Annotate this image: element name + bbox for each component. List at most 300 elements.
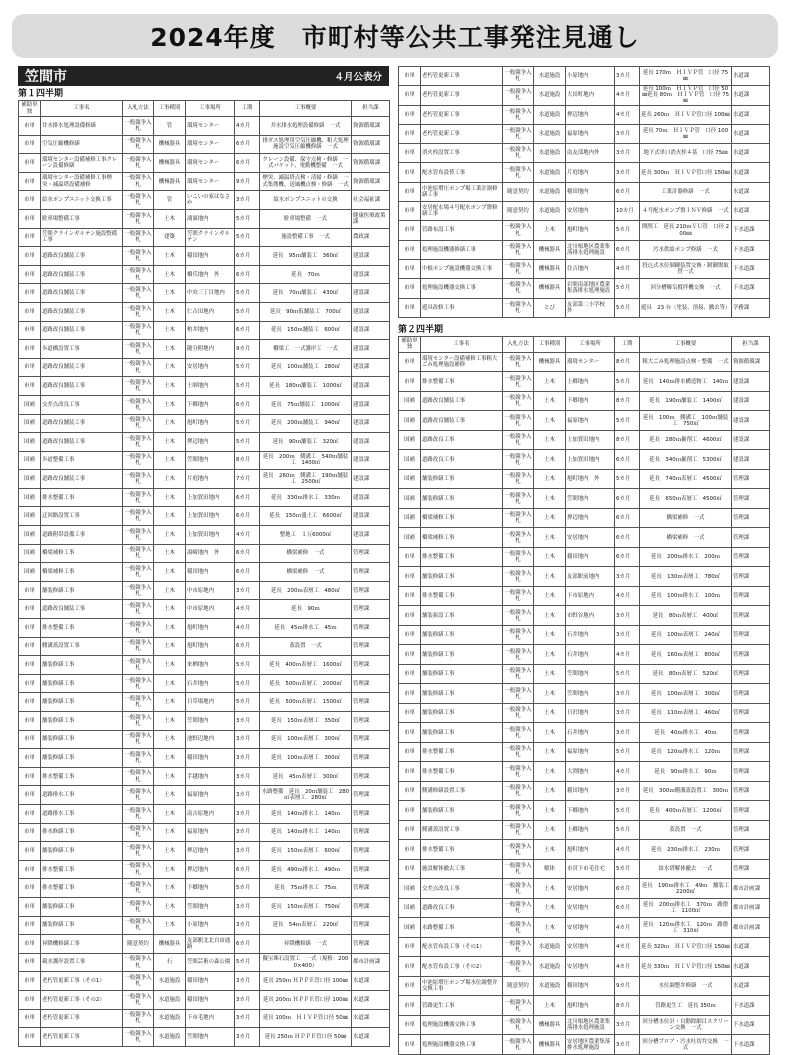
cell-bid-method: 一般競争入札	[123, 916, 154, 935]
cell-summary: 汚水供給ポンプ修繕 一式	[640, 240, 732, 259]
table-row	[19, 972, 390, 991]
cell-location: 環境センター	[186, 172, 235, 191]
cell-location: 湯崎地内 外	[186, 544, 235, 563]
cell-department: 管理課	[352, 860, 390, 879]
cell-summary: 延長 100ｍ表層工 240㎡	[640, 625, 732, 645]
cell-work-category: 管	[154, 191, 186, 210]
cell-type: 市単	[399, 298, 421, 317]
cell-location: 小原地内	[566, 67, 615, 86]
cell-summary: 延長 250ｍ ＨＰＰＥ管口径 50㎜	[260, 1028, 352, 1047]
cell-type: 市単	[399, 67, 421, 86]
cell-department: 建設課	[732, 450, 770, 470]
cell-bid-method: 一般競争入札	[123, 1009, 154, 1028]
table-row	[399, 469, 770, 489]
cell-work-category: 土木	[534, 840, 566, 860]
cell-period: 8カ月	[615, 391, 640, 411]
cell-location: 旭町地内	[566, 840, 615, 860]
table-row	[19, 935, 390, 954]
cell-bid-method: 一般競争入札	[503, 625, 534, 645]
cell-period: 3カ月	[615, 625, 640, 645]
cell-location: 稲田地内	[186, 972, 235, 991]
cell-bid-method: 一般競争入札	[123, 358, 154, 377]
cell-location: 環境センター	[186, 154, 235, 173]
quarter-label-1: 第１四半期	[18, 89, 64, 99]
cell-bid-method: 一般競争入札	[123, 749, 154, 768]
cell-department: 管理課	[732, 508, 770, 528]
cell-period: 3カ月	[615, 703, 640, 723]
announcement-note: ４月公表分	[334, 72, 382, 83]
cell-summary: 延長 150ｍ表層工 350㎡	[260, 712, 352, 731]
page-title: 2024年度 市町村等公共工事発注見通し	[12, 14, 778, 58]
table-row	[399, 859, 770, 879]
cell-type: 国補	[19, 526, 41, 545]
cell-work-name: 環境センター設備補修工事煙突・減温塔設備補修	[41, 172, 123, 191]
cell-bid-method: 一般競争入札	[503, 279, 534, 298]
cell-department: 水道課	[732, 976, 770, 996]
cell-bid-method: 一般競争入札	[503, 606, 534, 626]
cell-bid-method: 一般競争入札	[503, 937, 534, 957]
cell-bid-method: 一般競争入札	[123, 414, 154, 433]
cell-bid-method: 一般競争入札	[503, 723, 534, 743]
cell-type: 市単	[19, 302, 41, 321]
cell-bid-method: 一般競争入札	[503, 645, 534, 665]
cell-summary: 駐車場整備 一式	[260, 209, 352, 228]
cell-location: 南吉原地内	[186, 804, 235, 823]
cell-work-category: 土木	[154, 488, 186, 507]
cell-period: 6カ月	[235, 637, 260, 656]
quarter-label-2: 第２四半期	[398, 324, 444, 335]
cell-bid-method: 一般競争入札	[503, 684, 534, 704]
cell-work-name: 舗装修繕工事	[41, 730, 123, 749]
cell-summary: 延長 300ｍ側溝蓋設置工 300ｍ	[640, 781, 732, 801]
table-row	[19, 544, 390, 563]
header-bid-method: 入札方法	[123, 101, 154, 117]
cell-department: 管理課	[732, 606, 770, 626]
cell-period: 6カ月	[235, 247, 260, 266]
cell-type: 市単	[399, 781, 421, 801]
cell-location: 福原地内	[566, 742, 615, 762]
cell-period: 3カ月	[235, 749, 260, 768]
cell-bid-method: 一般競争入札	[503, 144, 534, 163]
cell-location: 下市毛地内	[186, 1009, 235, 1028]
cell-summary: 延長 340ｍ掘削工 5300㎡	[640, 450, 732, 470]
cell-bid-method: 一般競争入札	[503, 664, 534, 684]
cell-period: 6カ月	[615, 450, 640, 470]
cell-period: 4カ月	[235, 619, 260, 638]
cell-period: 6カ月	[235, 860, 260, 879]
cell-department: 水道課	[352, 972, 390, 991]
cell-summary: 延長 500ｍ表層工 2000㎡	[260, 674, 352, 693]
cell-type: 市単	[399, 105, 421, 124]
cell-period: 5カ月	[235, 358, 260, 377]
table-row	[399, 1035, 770, 1055]
header-period: 工期	[235, 101, 260, 117]
cell-work-name: 舗装修繕工事	[421, 703, 503, 723]
cell-work-category: 水道施設	[534, 144, 566, 163]
cell-type: 市単	[399, 586, 421, 606]
cell-type: 市単	[399, 996, 421, 1016]
cell-work-name: 舗装修繕工事	[421, 625, 503, 645]
cell-bid-method: 一般競争入札	[503, 259, 534, 278]
cell-location: 日沢地内	[566, 703, 615, 723]
cell-work-name: 中根ポンプ施設機器交換工事	[421, 259, 503, 278]
cell-location: 安居地内	[566, 898, 615, 918]
cell-type: 市単	[19, 284, 41, 303]
cell-location: 押辺地内	[186, 433, 235, 452]
table-row	[19, 767, 390, 786]
cell-type: 市単	[19, 712, 41, 731]
cell-work-category: 土木	[154, 358, 186, 377]
cell-location: 安居地内	[566, 957, 615, 977]
cell-department: 建設課	[352, 377, 390, 396]
cell-type: 市単	[399, 820, 421, 840]
cell-location: 市野谷地内	[566, 606, 615, 626]
cell-location: 北川根地区農業集落排水処理施設	[566, 1015, 615, 1035]
cell-location: 笠間地内	[566, 684, 615, 704]
cell-work-category: 水道施設	[154, 1028, 186, 1047]
cell-department: 建設課	[352, 395, 390, 414]
cell-summary: 井水排水処理設備修繕 一式	[260, 117, 352, 136]
cell-type: 市単	[19, 172, 41, 191]
table-row	[19, 191, 390, 210]
cell-work-name: 排水整備工事	[41, 767, 123, 786]
cell-summary: 延長 54ｍ表層工 220㎡	[260, 916, 352, 935]
cell-period: 5カ月	[615, 664, 640, 684]
cell-location: 旭町地内	[566, 996, 615, 1016]
table-row	[19, 284, 390, 303]
table-row	[19, 563, 390, 582]
table-row	[399, 547, 770, 567]
header-summary: 工事概要	[260, 101, 352, 117]
cell-summary: 延長 160ｍ表層工 800㎡	[640, 645, 732, 665]
cell-type: 市単	[19, 842, 41, 861]
cell-work-name: 交差点改良工事	[41, 395, 123, 414]
cell-location: 笠間地内	[566, 664, 615, 684]
cell-bid-method: 一般競争入札	[503, 820, 534, 840]
cell-work-name: 交差点改良工事	[421, 879, 503, 899]
cell-type: 市単	[19, 1009, 41, 1028]
table-row	[399, 937, 770, 957]
cell-work-category: 土木	[534, 528, 566, 548]
cell-type: 国補	[19, 470, 41, 489]
cell-work-category: 土木	[154, 209, 186, 228]
cell-location: 中市原地内	[186, 600, 235, 619]
header-location: 工事場所	[566, 336, 615, 352]
cell-bid-method: 一般競争入札	[503, 801, 534, 821]
table-row	[19, 395, 390, 414]
cell-department: 下水道課	[732, 1015, 770, 1035]
cell-location: 下郷地内	[186, 395, 235, 414]
cell-period: 4カ月	[235, 526, 260, 545]
cell-work-name: 橋梁補修工事	[41, 563, 123, 582]
table-row	[399, 221, 770, 240]
cell-work-category: 土木	[154, 879, 186, 898]
cell-work-category: 土木	[154, 860, 186, 879]
cell-period: 3カ月	[615, 1015, 640, 1035]
table-row	[19, 358, 390, 377]
cell-work-name: 舗装修繕工事	[41, 842, 123, 861]
cell-type: 市単	[399, 801, 421, 821]
cell-period: 4カ月	[615, 840, 640, 860]
cell-department: 建設課	[732, 391, 770, 411]
cell-type: 市単	[19, 1028, 41, 1047]
cell-summary: 延長 280ｍ掘削工 4600㎡	[640, 430, 732, 450]
cell-work-name: 排水整備工事	[421, 762, 503, 782]
cell-summary: 延長 740ｍ表層工 4500㎡	[640, 469, 732, 489]
cell-location: 土師地内	[186, 377, 235, 396]
cell-type: 市単	[399, 124, 421, 143]
cell-work-name: 道路改良舗装工事	[41, 284, 123, 303]
table-row	[19, 247, 390, 266]
cell-period: 6カ月	[615, 528, 640, 548]
cell-summary: 擬宝珠石設置工 一式（規格：2000×400）	[260, 953, 352, 972]
cell-period: 6カ月	[235, 544, 260, 563]
cell-work-name: 道路改良舗装工事	[41, 247, 123, 266]
cell-department: 水道課	[732, 957, 770, 977]
cell-summary: 給水ポンプユニットの交換	[260, 191, 352, 210]
cell-summary: 延長 40ｍ排水工 40ｍ	[640, 723, 732, 743]
cell-period: 6カ月	[615, 489, 640, 509]
cell-summary: 給水塔解体撤去 一式	[640, 859, 732, 879]
table-row	[19, 674, 390, 693]
cell-period: 5カ月	[615, 221, 640, 240]
cell-period: 5カ月	[615, 820, 640, 840]
cell-location: 福原地内	[566, 411, 615, 431]
cell-work-category: 水道施設	[154, 990, 186, 1009]
cell-department: 建設課	[352, 321, 390, 340]
cell-summary: 橋梁補修 一式	[260, 563, 352, 582]
cell-department: 都市計画課	[732, 879, 770, 899]
cell-type: 市単	[19, 228, 41, 247]
cell-bid-method: 一般競争入札	[503, 67, 534, 86]
cell-location: 友部駅前地内	[566, 567, 615, 587]
cell-department: 建設課	[732, 411, 770, 431]
table-row	[19, 321, 390, 340]
cell-summary: 延長 45ｍ表層工 300㎡	[260, 767, 352, 786]
table-row	[399, 67, 770, 86]
cell-type: 市単	[399, 202, 421, 221]
cell-period: 7カ月	[235, 470, 260, 489]
cell-department: 管理課	[352, 563, 390, 582]
cell-period: 9カ月	[615, 976, 640, 996]
cell-work-name: 橋梁補修工事	[421, 508, 503, 528]
cell-work-name: 施設解体撤去工事	[421, 859, 503, 879]
cell-work-name: 排水整備工事	[421, 586, 503, 606]
cell-department: 管理課	[732, 684, 770, 704]
cell-work-name: 舗装修繕工事	[41, 656, 123, 675]
cell-location: 押辺地内	[566, 508, 615, 528]
cell-summary: 延長 140ｍ排水工 140ｍ	[260, 804, 352, 823]
table-row	[19, 377, 390, 396]
cell-work-name: 老朽管更新工事	[421, 86, 503, 105]
cell-work-category: 土木	[534, 450, 566, 470]
cell-bid-method: 一般競争入札	[123, 507, 154, 526]
table-row	[19, 488, 390, 507]
cell-department: 水道課	[732, 67, 770, 86]
cell-summary: 遊具 23 台（塗装、溶接、撤去等）	[640, 298, 732, 317]
cell-department: 水道課	[732, 124, 770, 143]
cell-period: 3カ月	[615, 606, 640, 626]
cell-bid-method: 一般競争入札	[123, 972, 154, 991]
cell-location: 小原地内	[186, 916, 235, 935]
cell-location: 笠間地内	[186, 897, 235, 916]
cell-work-category: 土木	[534, 606, 566, 626]
cell-period: 4カ月	[235, 600, 260, 619]
cell-type: 国補	[399, 898, 421, 918]
table-row	[19, 619, 390, 638]
cell-summary: 延長 260ｍ ＨＩＶＰ管口径 100㎜	[640, 105, 732, 124]
cell-bid-method: 一般競争入札	[123, 209, 154, 228]
cell-type: 国補	[19, 507, 41, 526]
cell-bid-method: 一般競争入札	[503, 469, 534, 489]
cell-work-category: 機械器具	[534, 279, 566, 298]
cell-work-category: 土木	[534, 664, 566, 684]
cell-work-category: 土木	[534, 411, 566, 431]
cell-work-name: 橋梁補修工事	[421, 528, 503, 548]
cell-work-category: 土木	[154, 619, 186, 638]
left-column	[18, 66, 389, 1047]
table-row	[19, 600, 390, 619]
cell-summary: 整地工 １万6000㎡	[260, 526, 352, 545]
cell-department: 下水道課	[732, 279, 770, 298]
cell-period: 6カ月	[235, 507, 260, 526]
cell-location: 環境センター	[186, 117, 235, 136]
table-row	[399, 163, 770, 182]
table-row	[399, 723, 770, 743]
cell-type: 市単	[19, 749, 41, 768]
cell-summary: 延長 100ｍ表層工 300㎡	[640, 684, 732, 704]
cell-work-category: 土木	[154, 600, 186, 619]
cell-type: 市単	[19, 693, 41, 712]
cell-work-category: 水道施設	[534, 957, 566, 977]
cell-work-name: 老朽管更新工事	[421, 105, 503, 124]
cell-type: 市単	[399, 742, 421, 762]
cell-bid-method: 一般競争入札	[123, 451, 154, 470]
cell-location: 片庭地内	[566, 163, 615, 182]
cell-department: 下水道課	[732, 221, 770, 240]
cell-department: 建設課	[352, 284, 390, 303]
table-row	[399, 586, 770, 606]
cell-summary: 延長 90ｍ舗装工 320㎡	[260, 433, 352, 452]
cell-type: 市単	[19, 879, 41, 898]
table-row	[19, 804, 390, 823]
cell-summary: 延長 300ｍ ＨＩＶＰ管口径 150㎜	[640, 163, 732, 182]
cell-bid-method: 一般競争入札	[503, 1015, 534, 1035]
cell-work-category: 土木	[534, 801, 566, 821]
cell-department: 管理課	[352, 674, 390, 693]
cell-summary: 管路更生工 延長 350ｍ	[640, 996, 732, 1016]
cell-bid-method: 一般競争入札	[123, 228, 154, 247]
cell-bid-method: 一般競争入札	[123, 897, 154, 916]
cell-department: 建設課	[352, 247, 390, 266]
cell-work-category: 土木	[534, 469, 566, 489]
cell-period: 4カ月	[615, 762, 640, 782]
cell-location: 笠間クラインガルテン	[186, 228, 235, 247]
header-work-category: 工事種別	[534, 336, 566, 352]
cell-summary: 延長 230ｍ排水工 230ｍ	[640, 840, 732, 860]
cell-summary: 延長 320ｍ ＨＩＶＰ管口径 150㎜	[640, 937, 732, 957]
cell-type: 国補	[19, 414, 41, 433]
header-summary: 工事概要	[640, 336, 732, 352]
cell-type: 市単	[399, 372, 421, 392]
cell-location: 稲田地内	[566, 182, 615, 201]
cell-work-name: 笠間クラインガルテン施設整備工事	[41, 228, 123, 247]
cell-work-category: 機械器具	[534, 259, 566, 278]
header-type: 補助単独	[399, 336, 421, 352]
cell-type: 市単	[19, 823, 41, 842]
cell-department: 管理課	[732, 567, 770, 587]
cell-type: 市単	[399, 957, 421, 977]
cell-location: いこいの家はなさか	[186, 191, 235, 210]
header-location: 工事場所	[186, 101, 235, 117]
table-row	[399, 606, 770, 626]
cell-summary: 延長 150ｍ盛土工 6600㎡	[260, 507, 352, 526]
table-row	[399, 144, 770, 163]
cell-work-name: 排水整備工事	[421, 840, 503, 860]
cell-location: 上加賀田地内	[186, 526, 235, 545]
cell-work-category: 水道施設	[534, 124, 566, 143]
cell-work-name: 給水ポンプユニット交換工事	[41, 191, 123, 210]
cell-work-name: 安居配水場４号配水ポンプ盤修繕工事	[421, 202, 503, 221]
cell-summary: 延長 500ｍ表層工 1500㎡	[260, 693, 352, 712]
cell-work-category: 土木	[534, 820, 566, 840]
cell-location: 押辺地内	[186, 860, 235, 879]
cell-type: 市単	[19, 860, 41, 879]
table-row	[399, 801, 770, 821]
cell-work-name: 処理施設機器修繕工事	[421, 240, 503, 259]
cell-location: 下郷地内	[566, 801, 615, 821]
cell-work-category: 土木	[154, 842, 186, 861]
cell-period: 3カ月	[235, 1028, 260, 1047]
cell-work-category: 機械器具	[154, 935, 186, 954]
cell-department: 管理課	[732, 625, 770, 645]
cell-work-category: 土木	[534, 547, 566, 567]
header-department: 担当課	[732, 336, 770, 352]
cell-work-category: 土木	[534, 898, 566, 918]
cell-work-name: 舗装修繕工事	[41, 712, 123, 731]
cell-period: 3カ月	[615, 67, 640, 86]
cell-type: 市単	[19, 265, 41, 284]
cell-bid-method: 一般競争入札	[503, 391, 534, 411]
cell-period: 4カ月	[615, 918, 640, 938]
cell-location: 大田町地内	[566, 86, 615, 105]
cell-department: 建設課	[732, 430, 770, 450]
cell-bid-method: 一般競争入札	[503, 859, 534, 879]
cell-work-name: 排水整備工事	[41, 879, 123, 898]
cell-period: 3カ月	[615, 1035, 640, 1055]
cell-work-category: 水道施設	[534, 937, 566, 957]
table-row	[19, 990, 390, 1009]
cell-work-name: 歩道整備工事	[41, 451, 123, 470]
cell-location: 来栖地内	[186, 656, 235, 675]
cell-period: 3カ月	[615, 781, 640, 801]
cell-type: 市単	[399, 182, 421, 201]
cell-location: 笠間芸術の森公園	[186, 953, 235, 972]
table-row	[399, 182, 770, 201]
cell-department: 管理課	[352, 916, 390, 935]
cell-department: 水道課	[732, 144, 770, 163]
cell-location: 橋爪地内 外	[186, 265, 235, 284]
cell-location: 福原地内	[186, 786, 235, 805]
cell-department: 下水道課	[732, 259, 770, 278]
cell-type: 市単	[19, 916, 41, 935]
cell-location: 随分附地内	[186, 340, 235, 359]
table-row	[399, 684, 770, 704]
table-body	[399, 352, 770, 1054]
cell-work-category: 土木	[154, 470, 186, 489]
cell-work-name: 舗装新設工事	[421, 606, 503, 626]
cell-bid-method: 一般競争入札	[503, 957, 534, 977]
